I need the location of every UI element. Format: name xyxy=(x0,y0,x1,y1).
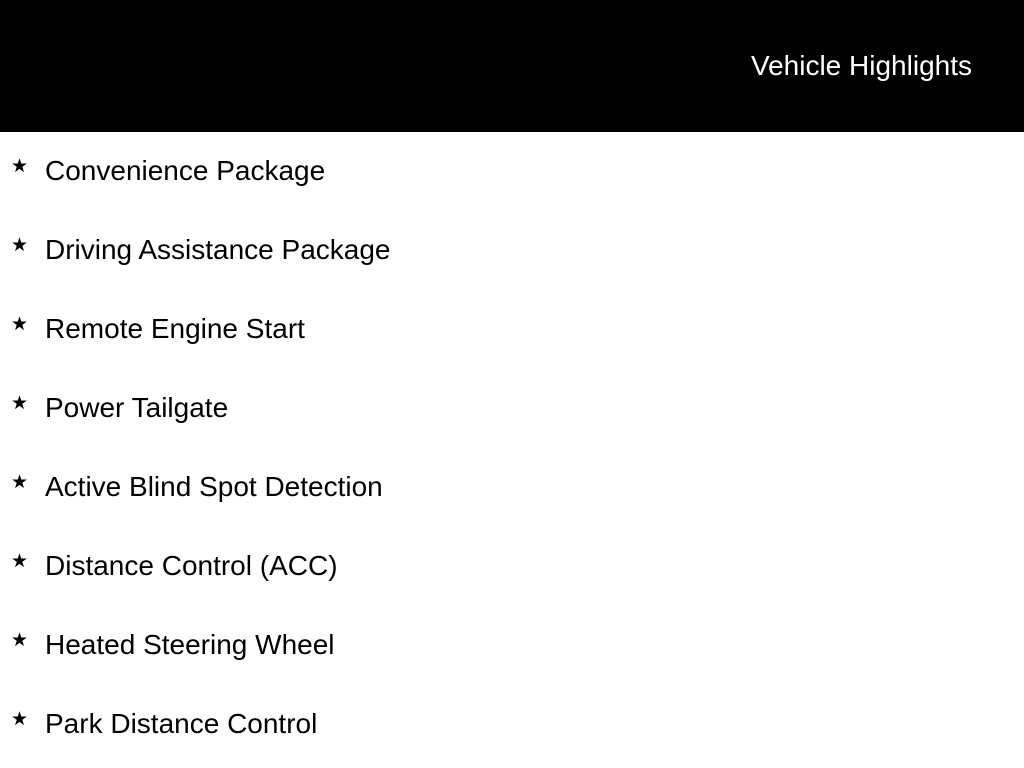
highlight-label: Active Blind Spot Detection xyxy=(45,471,383,502)
highlights-list xyxy=(0,132,1024,764)
highlight-label: Remote Engine Start xyxy=(45,313,305,344)
list-item xyxy=(0,290,1024,369)
highlight-label: Convenience Package xyxy=(45,155,326,186)
page-title: Vehicle Highlights xyxy=(750,50,972,81)
star-icon: ★ xyxy=(11,551,29,572)
list-item xyxy=(0,527,1024,606)
list-item xyxy=(0,132,1024,211)
star-icon: ★ xyxy=(11,314,29,335)
star-icon: ★ xyxy=(11,156,29,177)
highlight-label: Park Distance Control xyxy=(45,708,318,739)
highlight-label: Driving Assistance Package xyxy=(45,234,391,265)
list-item xyxy=(0,211,1024,290)
star-icon: ★ xyxy=(11,472,29,493)
star-icon: ★ xyxy=(11,235,29,256)
star-icon: ★ xyxy=(11,630,29,651)
highlight-label: Heated Steering Wheel xyxy=(45,629,335,660)
star-icon: ★ xyxy=(11,393,29,414)
list-item xyxy=(0,685,1024,764)
list-item xyxy=(0,606,1024,685)
list-item xyxy=(0,448,1024,527)
star-icon: ★ xyxy=(11,709,29,730)
highlight-label: Power Tailgate xyxy=(45,392,229,423)
header-bar xyxy=(0,0,1024,132)
highlight-label: Distance Control (ACC) xyxy=(45,550,338,581)
list-item xyxy=(0,369,1024,448)
